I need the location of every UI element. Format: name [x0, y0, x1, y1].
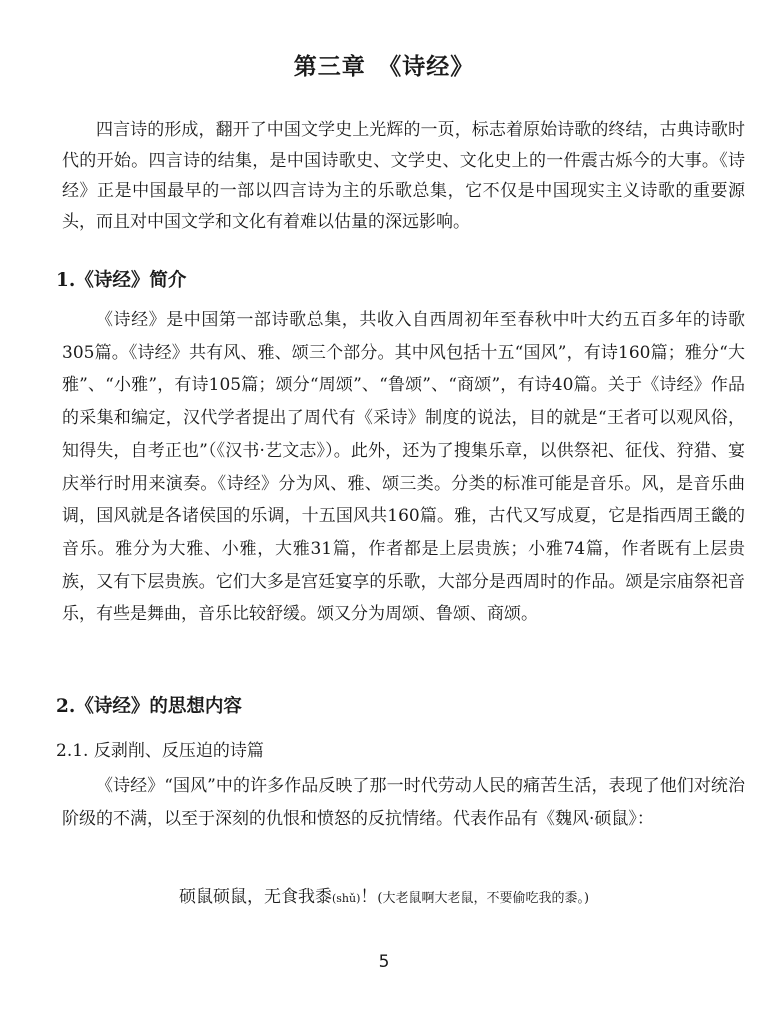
page-number: 5: [378, 952, 390, 972]
section-2-1-heading: 2.1. 反剥削、反压迫的诗篇: [56, 741, 264, 761]
poem-translation-note: (大老鼠啊大老鼠，不要偷吃我的黍。): [377, 891, 590, 906]
section-1-paragraph: 《诗经》是中国第一部诗歌总集，共收入自西周初年至春秋中叶大约五百多年的诗歌305篇。《诗经》共有风、雅、颂三个部分。其中风包括十五“国风”，有诗160篇；雅分“大雅”、“小雅”，有诗105篇；颂分“周颂”、“鲁颂”、“商颂”，有诗40篇。关于《诗经》作品的采集和编定，汉代学者提出了周代有《采诗》制度的说法，目的就是“王者可以观风俗，知得失，自考正也”（《汉书·艺文志》）。此外，还为了搜集乐章，以供祭祀、征伐、狩猎、宴庆举行时用来演奏。《诗经》分为风、雅、颂三类。分类的标准可能是音乐。风，是音乐曲调，国风就是各诸侯国的乐调，十五国风共160篇。雅，古代又写成夏，它是指西周王畿的音乐。雅分为大雅、小雅，大雅31篇，作者都是上层贵族；小雅74篇，作者既有上层贵族，又有下层贵族。它们大多是宫廷宴享的乐歌，大部分是西周时的作品。颂是宗庙祭祀音乐，有些是舞曲，音乐比较舒缓。颂又分为周颂、鲁颂、商颂。: [62, 310, 745, 625]
poem-line-end: ！: [360, 887, 378, 907]
intro-paragraph: 四言诗的形成，翻开了中国文学史上光辉的一页，标志着原始诗歌的终结，古典诗歌时代的开始。四言诗的结集，是中国诗歌史、文学史、文化史上的一件震古烁今的大事。《诗经》正是中国最早的一部以四言诗为主的乐歌总集，它不仅是中国现实主义诗歌的重要源头，而且对中国文学和文化有着难以估量的深远影响。: [62, 120, 745, 232]
section-2-heading: 2.《诗经》的思想内容: [56, 696, 242, 717]
section-1-heading: 1.《诗经》简介: [56, 270, 187, 291]
poem-pronunciation: (shǔ): [331, 892, 361, 905]
chapter-title: 第三章 《诗经》: [293, 53, 475, 80]
poem-quote: [0, 882, 768, 907]
section-2-1-paragraph: 《诗经》“国风”中的许多作品反映了那一时代劳动人民的痛苦生活，表现了他们对统治阶级的不满，以至于深刻的仇恨和愤怒的反抗情绪。代表作品有《魏风·硕鼠》：: [62, 776, 745, 829]
poem-line-start: 硕鼠硕鼠，无食我黍: [178, 887, 332, 907]
